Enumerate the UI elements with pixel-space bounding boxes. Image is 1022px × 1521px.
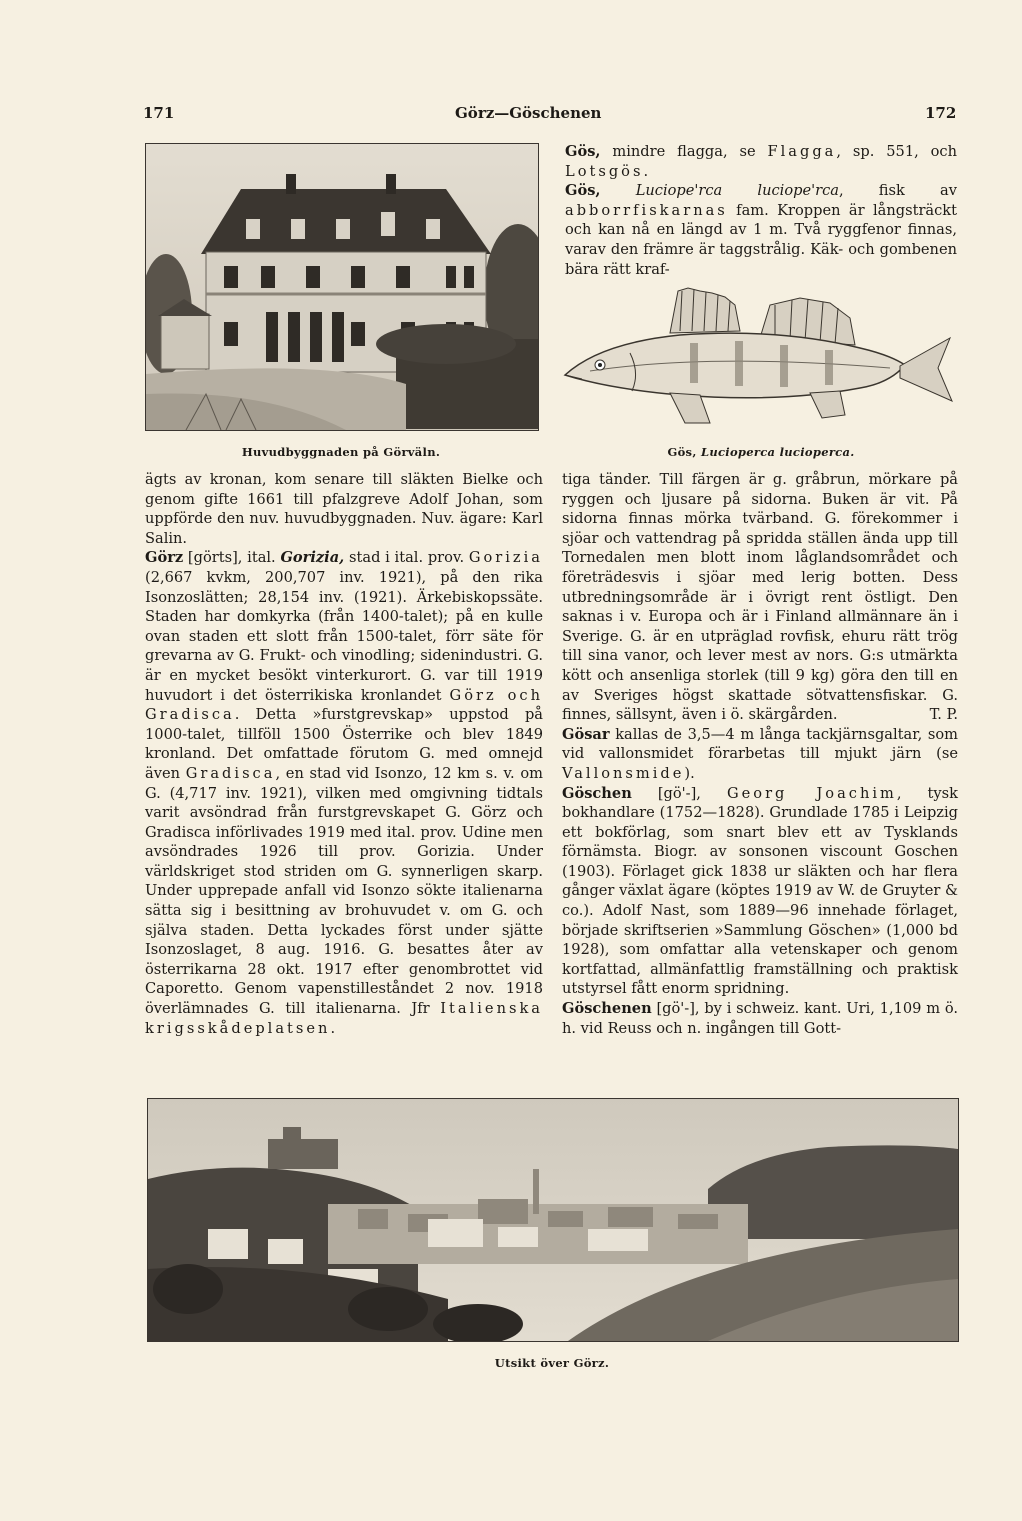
entry-goschenen (562, 999, 958, 1038)
fish-caption-latin: Lucioperca lucioperca. (700, 445, 855, 459)
entry-text: , fisk av (838, 182, 957, 200)
entry-text: . (643, 162, 649, 180)
house-photo (145, 143, 539, 431)
person-name: Georg Joachim (727, 784, 897, 802)
entry-gos-fish (565, 181, 957, 279)
entry-text: kallas de 3,5—4 m långa tackjärnsgaltar, som vid vallonsmidet förarbetas till mjukt järn (se (562, 725, 958, 763)
entry-text: mindre flagga, se (600, 143, 768, 160)
zander-drawing (560, 283, 960, 433)
entry-head: Göschen (562, 784, 632, 802)
cross-reference[interactable]: Vallonsmide (562, 764, 685, 782)
entry-text: [gö'-], (631, 784, 727, 802)
entry-text: . (330, 1019, 336, 1037)
entry-goschen (562, 784, 958, 1000)
page-number-left: 171 (143, 104, 175, 122)
fish-caption-prefix: Gös, (667, 445, 701, 459)
entry-text: , tysk bokhandlare (1752—1828). Grundlade 1785 i Leipzig ett bokförlag, som snart blev ett av Tysklands förnämsta. Biogr. av sonsonen viscount Goschen (1903). Förlaget gick 1838 ur släkten och har flera gånger växlat ägare (köptes 1919 av W. de Gruyter & co.). Adolf Nast, som 1889—96 innehade förlaget, började skriftserien »Sammlung Göschen» (1,000 bd 1928), som omfattar alla vetenskaper och genom kortfattad, allmänfattlig framställning och praktisk utstyrsel fått enorm spridning. (562, 784, 958, 998)
author-signature: T. P. (929, 706, 958, 724)
cross-reference[interactable]: Lotsgös (565, 162, 644, 180)
cross-reference[interactable]: Gorizia (468, 549, 543, 567)
cross-reference[interactable]: Flagga (767, 143, 837, 160)
entry-text: . Detta »furstgrevskap» uppstod på 1000-talet, tillföll 1500 Österrike och blev 1849 kronland. Det omfattade förutom G. med omnejd även (145, 706, 543, 782)
panorama-photo (147, 1098, 959, 1342)
running-title: Görz—Göschenen (455, 104, 602, 122)
cross-reference[interactable]: Gradisca (185, 764, 276, 782)
entry-gorvaln-end: ägts av kronan, kom senare till släkten Bielke och genom gifte 1661 till pfalzgreve Adolf Johan, som uppförde den nuv. huvudbyggnaden. Nuv. ägare: Karl Salin. (145, 471, 543, 547)
entry-text: fam. Kroppen är långsträckt och kan nå en längd av 1 m. Två ryggfenor finnas, varav den främre är taggstrålig. Käk- och gombenen bära rätt kraf- (565, 201, 957, 278)
panorama-caption: Utsikt över Görz. (494, 1356, 610, 1370)
page-number-right: 172 (925, 104, 957, 122)
right-column (562, 470, 958, 1038)
entry-text: (2,667 kvkm, 200,707 inv. 1921), på den rika Isonzoslätten; 28,154 inv. (1921). Ärkebiskopssäte. Staden har domkyrka (från 1400-talet); på en kulle ovan staden ett slott från 1500-talet, förr säte för grevarna av G. Frukt- och vinodling; sidenindustri. G. är en mycket besökt vinterkurort. G. var till 1919 huvudort i det österrikiska kronlandet (145, 568, 543, 704)
entry-text: ). (684, 764, 695, 782)
latin-name: Luciope'rca luciope'rca (635, 182, 839, 200)
entry-gos-top (565, 142, 957, 279)
left-column (145, 470, 543, 1038)
panorama-illustration (148, 1099, 958, 1341)
entry-head: Gös, (565, 143, 601, 160)
entry-gorz (145, 548, 543, 1038)
entry-head: Görz (145, 549, 184, 567)
entry-head: Gös, (565, 182, 601, 200)
cross-reference[interactable]: Görz och Gradisca (145, 686, 544, 724)
entry-text: [görts], ital. (183, 549, 281, 567)
fish-illustration (560, 283, 960, 433)
entry-gosar (562, 725, 958, 784)
entry-head: Göschenen (562, 1000, 652, 1018)
cross-reference[interactable]: Italienska krigsskådeplatsen (145, 1000, 543, 1037)
entry-gos-flag (565, 142, 957, 181)
fish-caption (565, 445, 957, 459)
cross-reference[interactable]: abborrfiskarnas (565, 201, 728, 219)
entry-text: [gö'-], by i schweiz. kant. Uri, 1,109 m ö. h. vid Reuss och n. ingången till Gott- (562, 1000, 958, 1037)
entry-text: , en stad vid Isonzo, 12 km s. v. om G. (4,717 inv. 1921), vilken med omgivning tidtals varit avsöndrad från furstgrevskapet G. Görz och Gradisca införlivades 1919 med ital. prov. Udine men avsöndrades 1926 till prov. Gorizia. Under världskriget stod striden om G. synnerligen skarp. Under upprepade anfall vid Isonzo sökte italienarna sätta sig i besittning av brohuvudet v. om G. och själva staden. Detta lyckades först under sjätte Isonzoslaget, 8 aug. 1916. G. besattes åter av österrikarna 28 okt. 1917 efter genombrottet vid Caporetto. Genom vapenstilleståndet 2 nov. 1918 överlämnades G. till italienarna. Jfr (145, 764, 543, 1018)
entry-gos-continued (562, 470, 958, 725)
entry-text: tiga tänder. Till färgen är g. gråbrun, mörkare på ryggen och ljusare på sidorna. Buken är vit. På sidorna finnas mörka tvärband. G. förekommer i sjöar och vattendrag på spridda ställen ända upp till Tornedalen men blott inom låglandsområdet och företrädesvis i sjöar med lerig botten. Dess utbredningsområde är i övrigt rent östligt. Den saknas i v. Europa och är i Finland allmännare än i Sverige. G. är en utpräglad rovfisk, ehuru rätt trög till sina vanor, och lever mest av nors. G:s utmärkta kött och ansenliga storlek (till 9 kg) göra den till en av Sveriges högst skattade sötvattensfiskar. G. finnes, sällsynt, även i ö. skärgården. (562, 471, 958, 724)
entry-text: , sp. 551, och (836, 143, 957, 160)
house-illustration (146, 144, 538, 430)
entry-head: Gösar (562, 725, 610, 743)
italian-name: Gorizia, (280, 549, 345, 567)
entry-text: stad i ital. prov. (344, 549, 469, 567)
house-caption: Huvudbyggnaden på Görväln. (241, 445, 441, 459)
